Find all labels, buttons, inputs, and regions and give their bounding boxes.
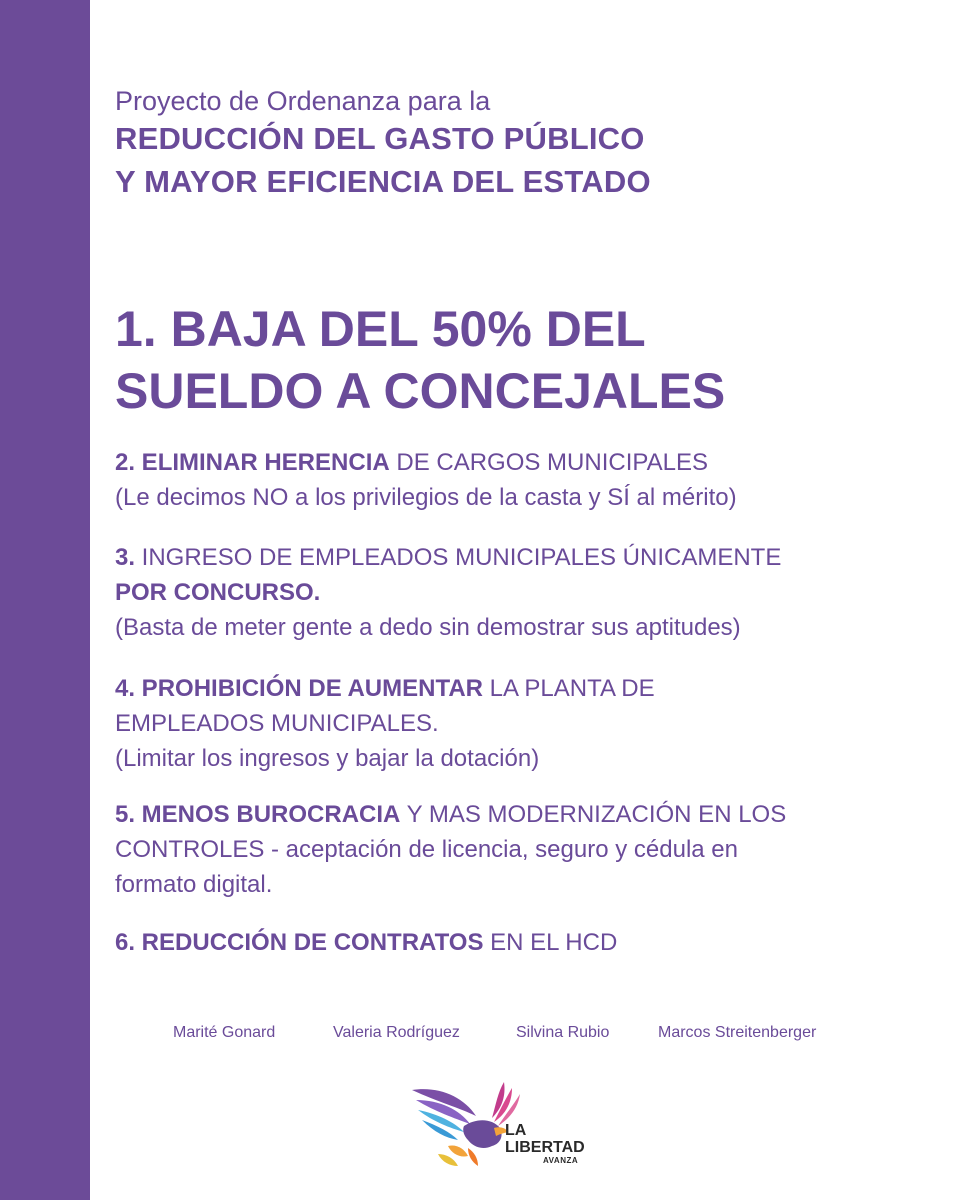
subtitle: Proyecto de Ordenanza para la xyxy=(115,86,491,116)
point-3 xyxy=(115,540,915,645)
signer-name: Marité Gonard xyxy=(173,1024,276,1041)
point-5-bold: 5. MENOS BUROCRACIA xyxy=(115,801,401,828)
point-3-bold: POR CONCURSO. xyxy=(115,579,321,606)
logo-text-line-1: LA xyxy=(505,1122,527,1139)
point-5-line-3: formato digital. xyxy=(115,871,273,898)
signer-name: Marcos Streitenberger xyxy=(658,1024,817,1041)
signer-name: Valeria Rodríguez xyxy=(333,1024,460,1041)
point-5-rest: Y MAS MODERNIZACIÓN EN LOS xyxy=(400,801,787,828)
point-3-note: (Basta de meter gente a dedo sin demostrar sus aptitudes) xyxy=(115,614,741,641)
signer-name: Silvina Rubio xyxy=(516,1024,610,1041)
point-4-note: (Limitar los ingresos y bajar la dotación) xyxy=(115,745,540,772)
point-4 xyxy=(115,671,915,776)
title-line-1: REDUCCIÓN DEL GASTO PÚBLICO xyxy=(115,121,645,156)
signers-row xyxy=(0,1024,960,1048)
party-logo xyxy=(408,1078,608,1173)
point-2-note: (Le decimos NO a los privilegios de la casta y SÍ al mérito) xyxy=(115,484,737,511)
point-4-rest: LA PLANTA DE xyxy=(483,675,655,702)
point-5-line-2: CONTROLES - aceptación de licencia, seguro y cédula en xyxy=(115,836,738,863)
point-6-rest: EN EL HCD xyxy=(483,929,618,956)
logo-text xyxy=(505,1122,585,1165)
point-6-bold: 6. REDUCCIÓN DE CONTRATOS xyxy=(115,929,484,956)
side-accent-bar xyxy=(0,0,90,1200)
point-1-line-2: SUELDO A CONCEJALES xyxy=(115,363,726,419)
point-5 xyxy=(115,797,915,902)
point-4-bold: 4. PROHIBICIÓN DE AUMENTAR xyxy=(115,675,484,702)
logo-text-line-3: AVANZA xyxy=(543,1156,579,1165)
point-2-rest: DE CARGOS MUNICIPALES xyxy=(389,449,708,476)
point-3-text: INGRESO DE EMPLEADOS MUNICIPALES ÚNICAMENTE xyxy=(135,544,782,571)
logo-text-line-2: LIBERTAD xyxy=(505,1139,585,1156)
point-2-bold: 2. ELIMINAR HERENCIA xyxy=(115,449,390,476)
title-line-2: Y MAYOR EFICIENCIA DEL ESTADO xyxy=(115,164,651,199)
point-6 xyxy=(115,925,915,960)
point-1-line-1: 1. BAJA DEL 50% DEL xyxy=(115,301,646,357)
point-2 xyxy=(115,445,915,515)
point-4-line-2: EMPLEADOS MUNICIPALES. xyxy=(115,710,439,737)
point-3-number: 3. xyxy=(115,544,136,571)
